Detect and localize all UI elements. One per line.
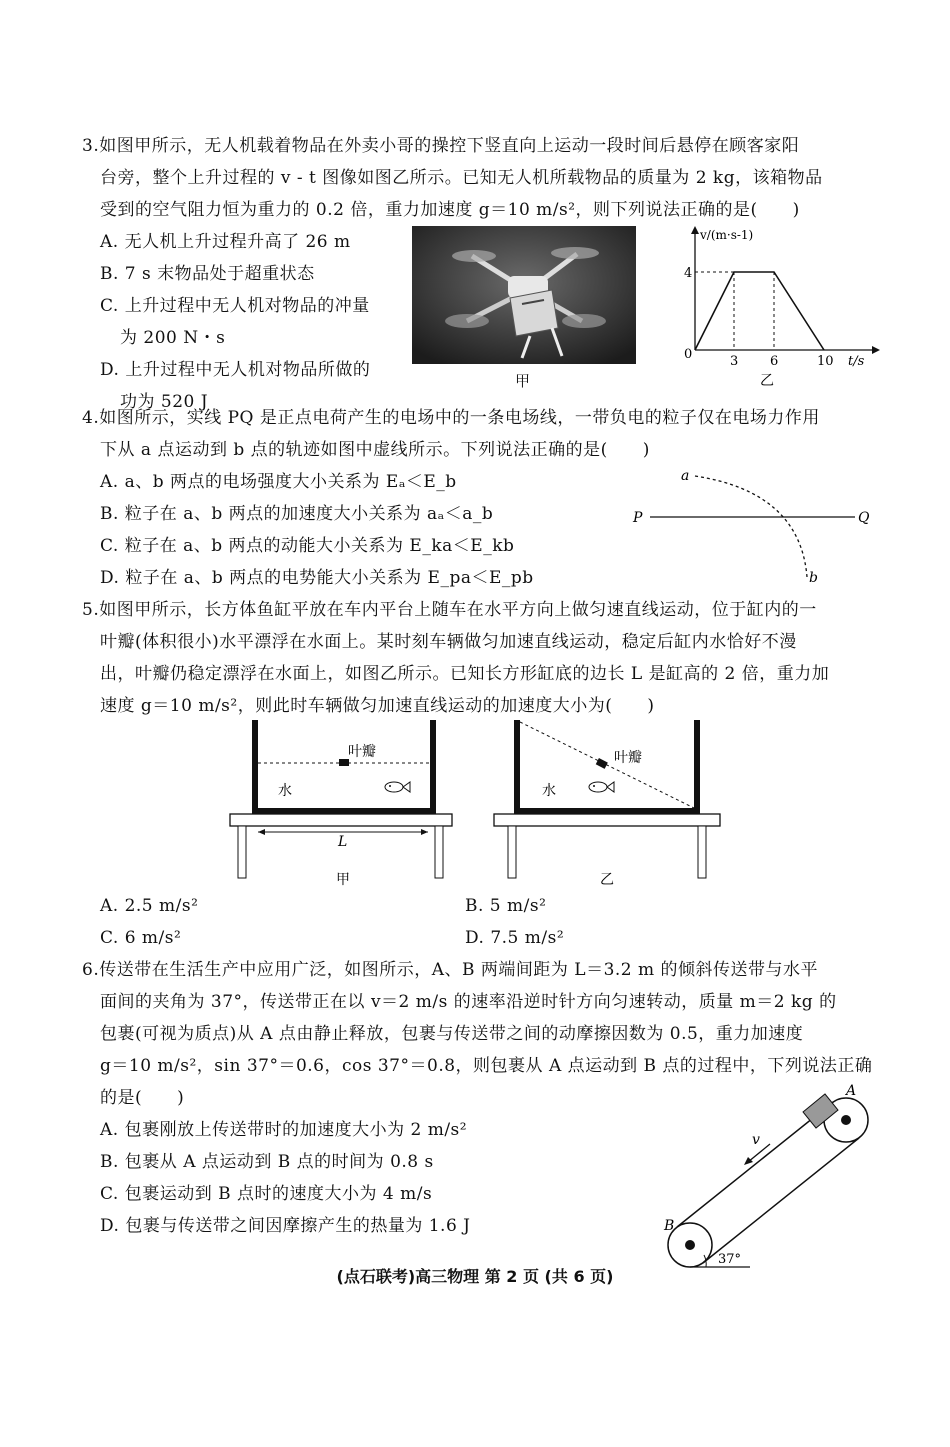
- point-q-label: Q: [858, 510, 870, 526]
- q3-vt-graph: [660, 222, 880, 396]
- q6-option-a: A. 包裹刚放上传送带时的加速度大小为 2 m/s²: [100, 1120, 468, 1140]
- q3-option-c: C. 上升过程中无人机对物品的冲量: [100, 296, 370, 316]
- q3-stem-line-2: 台旁，整个上升过程的 v - t 图像如图乙所示。已知无人机所载物品的质量为 2 kg，该箱物品: [100, 168, 823, 188]
- y-axis-arrow: [691, 226, 699, 234]
- q4-field-figure: [625, 462, 875, 591]
- tank-bottom: [252, 808, 436, 814]
- q5-option-d: D. 7.5 m/s²: [465, 928, 565, 948]
- q6-option-c: C. 包裹运动到 B 点时的速度大小为 4 m/s: [100, 1184, 433, 1204]
- q4-option-c: C. 粒子在 a、b 两点的动能大小关系为 E_ka＜E_kb: [100, 536, 515, 556]
- length-arrow-left: [258, 829, 265, 835]
- q4-option-b: B. 粒子在 a、b 两点的加速度大小关系为 aₐ＜a_b: [100, 504, 494, 524]
- table-top: [230, 814, 452, 826]
- q5-tank-figure-b: [492, 714, 727, 898]
- tank-wall-left: [252, 720, 258, 814]
- belt-bottom: [703, 1138, 859, 1263]
- q6-stem-line-5: 的是( ): [100, 1088, 185, 1108]
- q6-conveyor-figure: [660, 1078, 875, 1272]
- q4-option-d: D. 粒子在 a、b 两点的电势能大小关系为 E_pa＜E_pb: [100, 568, 534, 588]
- pulley-b-axle: [685, 1240, 695, 1250]
- leaf: [596, 758, 608, 769]
- pulley-a-axle: [841, 1115, 851, 1125]
- length-arrow-right: [421, 829, 428, 835]
- tank-wall-right: [430, 720, 436, 814]
- q4-stem-line-2: 下从 a 点运动到 b 点的轨迹如图中虚线所示。下列说法正确的是( ): [100, 440, 650, 460]
- q3-option-d-cont: 功为 520 J: [120, 392, 209, 412]
- tank-a-svg: [228, 714, 458, 894]
- q6-option-b: B. 包裹从 A 点运动到 B 点的时间为 0.8 s: [100, 1152, 434, 1172]
- page-footer: (点石联考)高三物理 第 2 页 (共 6 页): [336, 1267, 614, 1286]
- table-leg-right: [435, 826, 443, 878]
- q3-photo-caption: 甲: [515, 372, 531, 390]
- y-axis-label: v/(m·s-1): [700, 228, 754, 242]
- trajectory-path: [695, 476, 807, 577]
- x-tick-10: 10: [817, 354, 834, 369]
- table-top: [494, 814, 720, 826]
- point-a-label: a: [681, 468, 690, 484]
- leaf-label: 叶瓣: [348, 744, 376, 760]
- x-tick-3: 3: [730, 354, 739, 369]
- tank-a-caption: 甲: [336, 872, 350, 888]
- q5-stem-line-1: 5.如图甲所示，长方体鱼缸平放在车内平台上随车在水平方向上做匀速直线运动，位于缸内的一: [82, 600, 817, 620]
- length-label: L: [338, 834, 348, 850]
- angle-label: 37°: [718, 1252, 742, 1267]
- velocity-label: v: [752, 1132, 760, 1148]
- field-line-svg: [625, 462, 875, 587]
- point-p-label: P: [633, 510, 643, 526]
- q3-stem-line-3: 受到的空气阻力恒为重力的 0.2 倍，重力加速度 g＝10 m/s²，则下列说法正确的是( ): [100, 200, 800, 220]
- tank-wall-left: [514, 720, 520, 814]
- velocity-curve: [695, 272, 824, 350]
- q5-stem-line-2: 叶瓣(体积很小)水平漂浮在水面上。某时刻车辆做匀加速直线运动，稳定后缸内水恰好不漫: [100, 632, 797, 652]
- y-tick-4: 4: [684, 266, 693, 281]
- leaf: [339, 759, 349, 766]
- q3-option-a: A. 无人机上升过程升高了 26 m: [100, 232, 351, 252]
- q5-option-b: B. 5 m/s²: [465, 896, 547, 916]
- x-tick-6: 6: [770, 354, 779, 369]
- point-b-label: B: [664, 1218, 675, 1234]
- q5-option-a: A. 2.5 m/s²: [100, 896, 199, 916]
- drone-illustration: [412, 226, 636, 364]
- graph-caption: 乙: [760, 373, 774, 389]
- point-b-label: b: [809, 570, 818, 586]
- q6-stem-line-3: 包裹(可视为质点)从 A 点由静止释放，包裹与传送带之间的动摩擦因数为 0.5，重力加速度: [100, 1024, 804, 1044]
- q6-stem-line-4: g＝10 m/s²，sin 37°＝0.6，cos 37°＝0.8，则包裹从 A 点运动到 B 点的过程中，下列说法正确: [100, 1056, 873, 1076]
- q3-option-d: D. 上升过程中无人机对物品所做的: [100, 360, 371, 380]
- point-a-label: A: [846, 1083, 857, 1099]
- tank-b-svg: [492, 714, 727, 894]
- water-label: 水: [278, 783, 292, 799]
- x-axis-arrow: [872, 346, 880, 354]
- drone-photo: [412, 226, 636, 364]
- leaf-label: 叶瓣: [614, 750, 642, 766]
- q6-option-d: D. 包裹与传送带之间因摩擦产生的热量为 1.6 J: [100, 1216, 471, 1236]
- q6-stem-line-2: 面间的夹角为 37°，传送带正在以 v＝2 m/s 的速率沿逆时针方向匀速转动，质量 m＝2 kg 的: [100, 992, 837, 1012]
- tank-b-caption: 乙: [600, 872, 614, 888]
- q4-stem-line-1: 4.如图所示，实线 PQ 是正点电荷产生的电场中的一条电场线，一带负电的粒子仅在电场力作用: [82, 408, 820, 428]
- q3-option-c-cont: 为 200 N・s: [120, 328, 226, 348]
- tank-wall-right: [694, 720, 700, 814]
- q5-tank-figure-a: [228, 714, 458, 898]
- origin-label: 0: [684, 347, 693, 362]
- q5-option-c: C. 6 m/s²: [100, 928, 182, 948]
- q3-stem-line-1: 3.如图甲所示，无人机载着物品在外卖小哥的操控下竖直向上运动一段时间后悬停在顾客家阳: [82, 136, 800, 156]
- table-leg-right: [698, 826, 706, 878]
- q4-option-a: A. a、b 两点的电场强度大小关系为 Eₐ＜E_b: [100, 472, 457, 492]
- table-leg-left: [238, 826, 246, 878]
- q3-option-b: B. 7 s 末物品处于超重状态: [100, 264, 315, 284]
- q6-stem-line-1: 6.传送带在生活生产中应用广泛，如图所示，A、B 两端间距为 L＝3.2 m 的倾斜传送带与水平: [82, 960, 819, 980]
- fish-icon: [589, 782, 614, 792]
- x-axis-label: t/s: [848, 354, 865, 369]
- tank-bottom: [514, 808, 700, 814]
- q5-stem-line-4: 速度 g＝10 m/s²，则此时车辆做匀加速直线运动的加速度大小为( ): [100, 696, 655, 716]
- vt-graph-svg: [660, 222, 880, 392]
- q5-stem-line-3: 出，叶瓣仍稳定漂浮在水面上，如图乙所示。已知长方形缸底的边长 L 是缸高的 2 倍，重力加: [100, 664, 830, 684]
- table-leg-left: [508, 826, 516, 878]
- water-label: 水: [542, 783, 556, 799]
- conveyor-svg: [660, 1078, 875, 1268]
- fish-icon: [385, 782, 410, 792]
